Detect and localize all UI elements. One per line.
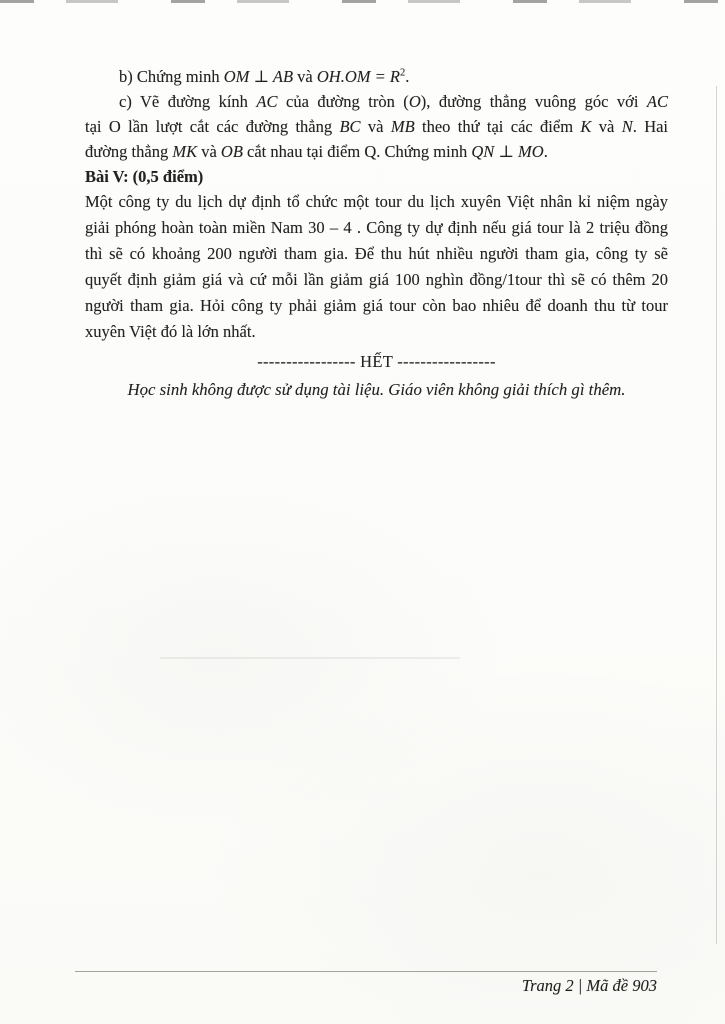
problem-b-line: b) Chứng minh OM ⊥ AB và $OH.OM = R^2$. bbox=[119, 67, 410, 86]
problem-c-line-1: c) Vẽ đường kính AC của đường tròn (O), đường thẳng vuông góc với AC bbox=[119, 92, 669, 111]
scan-artifact-smudge bbox=[160, 657, 460, 659]
section-v-heading: Bài V: (0,5 điểm) bbox=[85, 167, 204, 186]
problem-v-line-4: quyết định giảm giá và cứ mỗi lần giảm giá 100 nghìn đồng/1tour thì sẽ có thêm 20 bbox=[85, 270, 668, 289]
problem-v-line-1: Một công ty du lịch dự định tổ chức một tour du lịch xuyên Việt nhân kỉ niệm ngày bbox=[85, 192, 668, 211]
problem-v-line-2: giải phóng hoàn toàn miền Nam 30 – 4 . Công ty dự định nếu giá tour là 2 triệu đồng bbox=[85, 218, 668, 237]
scan-artifact-top-edge bbox=[0, 0, 725, 3]
problem-v-line-3: thì sẽ có khoảng 200 người tham gia. Để thu hút nhiều người tham gia, công ty sẽ bbox=[85, 244, 668, 263]
problem-v-line-5: người tham gia. Hỏi công ty phải giảm giá tour còn bao nhiêu để doanh thu từ tour bbox=[85, 296, 668, 315]
problem-v-paragraph bbox=[85, 189, 668, 345]
footer-page-label: Trang 2 | Mã đề 903 bbox=[521, 976, 657, 995]
problem-v-line-6: xuyên Việt đó là lớn nhất. bbox=[85, 322, 256, 341]
problem-c-line-2: tại O lần lượt cắt các đường thẳng BC và MB theo thứ tại các điểm K và N. Hai bbox=[85, 117, 669, 136]
footer-rule bbox=[75, 971, 657, 972]
exam-note: Học sinh không được sử dụng tài liệu. Giáo viên không giải thích gì thêm. bbox=[127, 380, 626, 399]
problem-c-line-3: đường thẳng MK và OB cắt nhau tại điểm Q. Chứng minh QN ⊥ MO. bbox=[85, 142, 548, 161]
end-marker: ----------------- HẾT ----------------- bbox=[257, 352, 496, 371]
document-content bbox=[85, 64, 668, 403]
problem-c-paragraph bbox=[85, 89, 668, 164]
scan-artifact-right-line bbox=[716, 86, 717, 944]
